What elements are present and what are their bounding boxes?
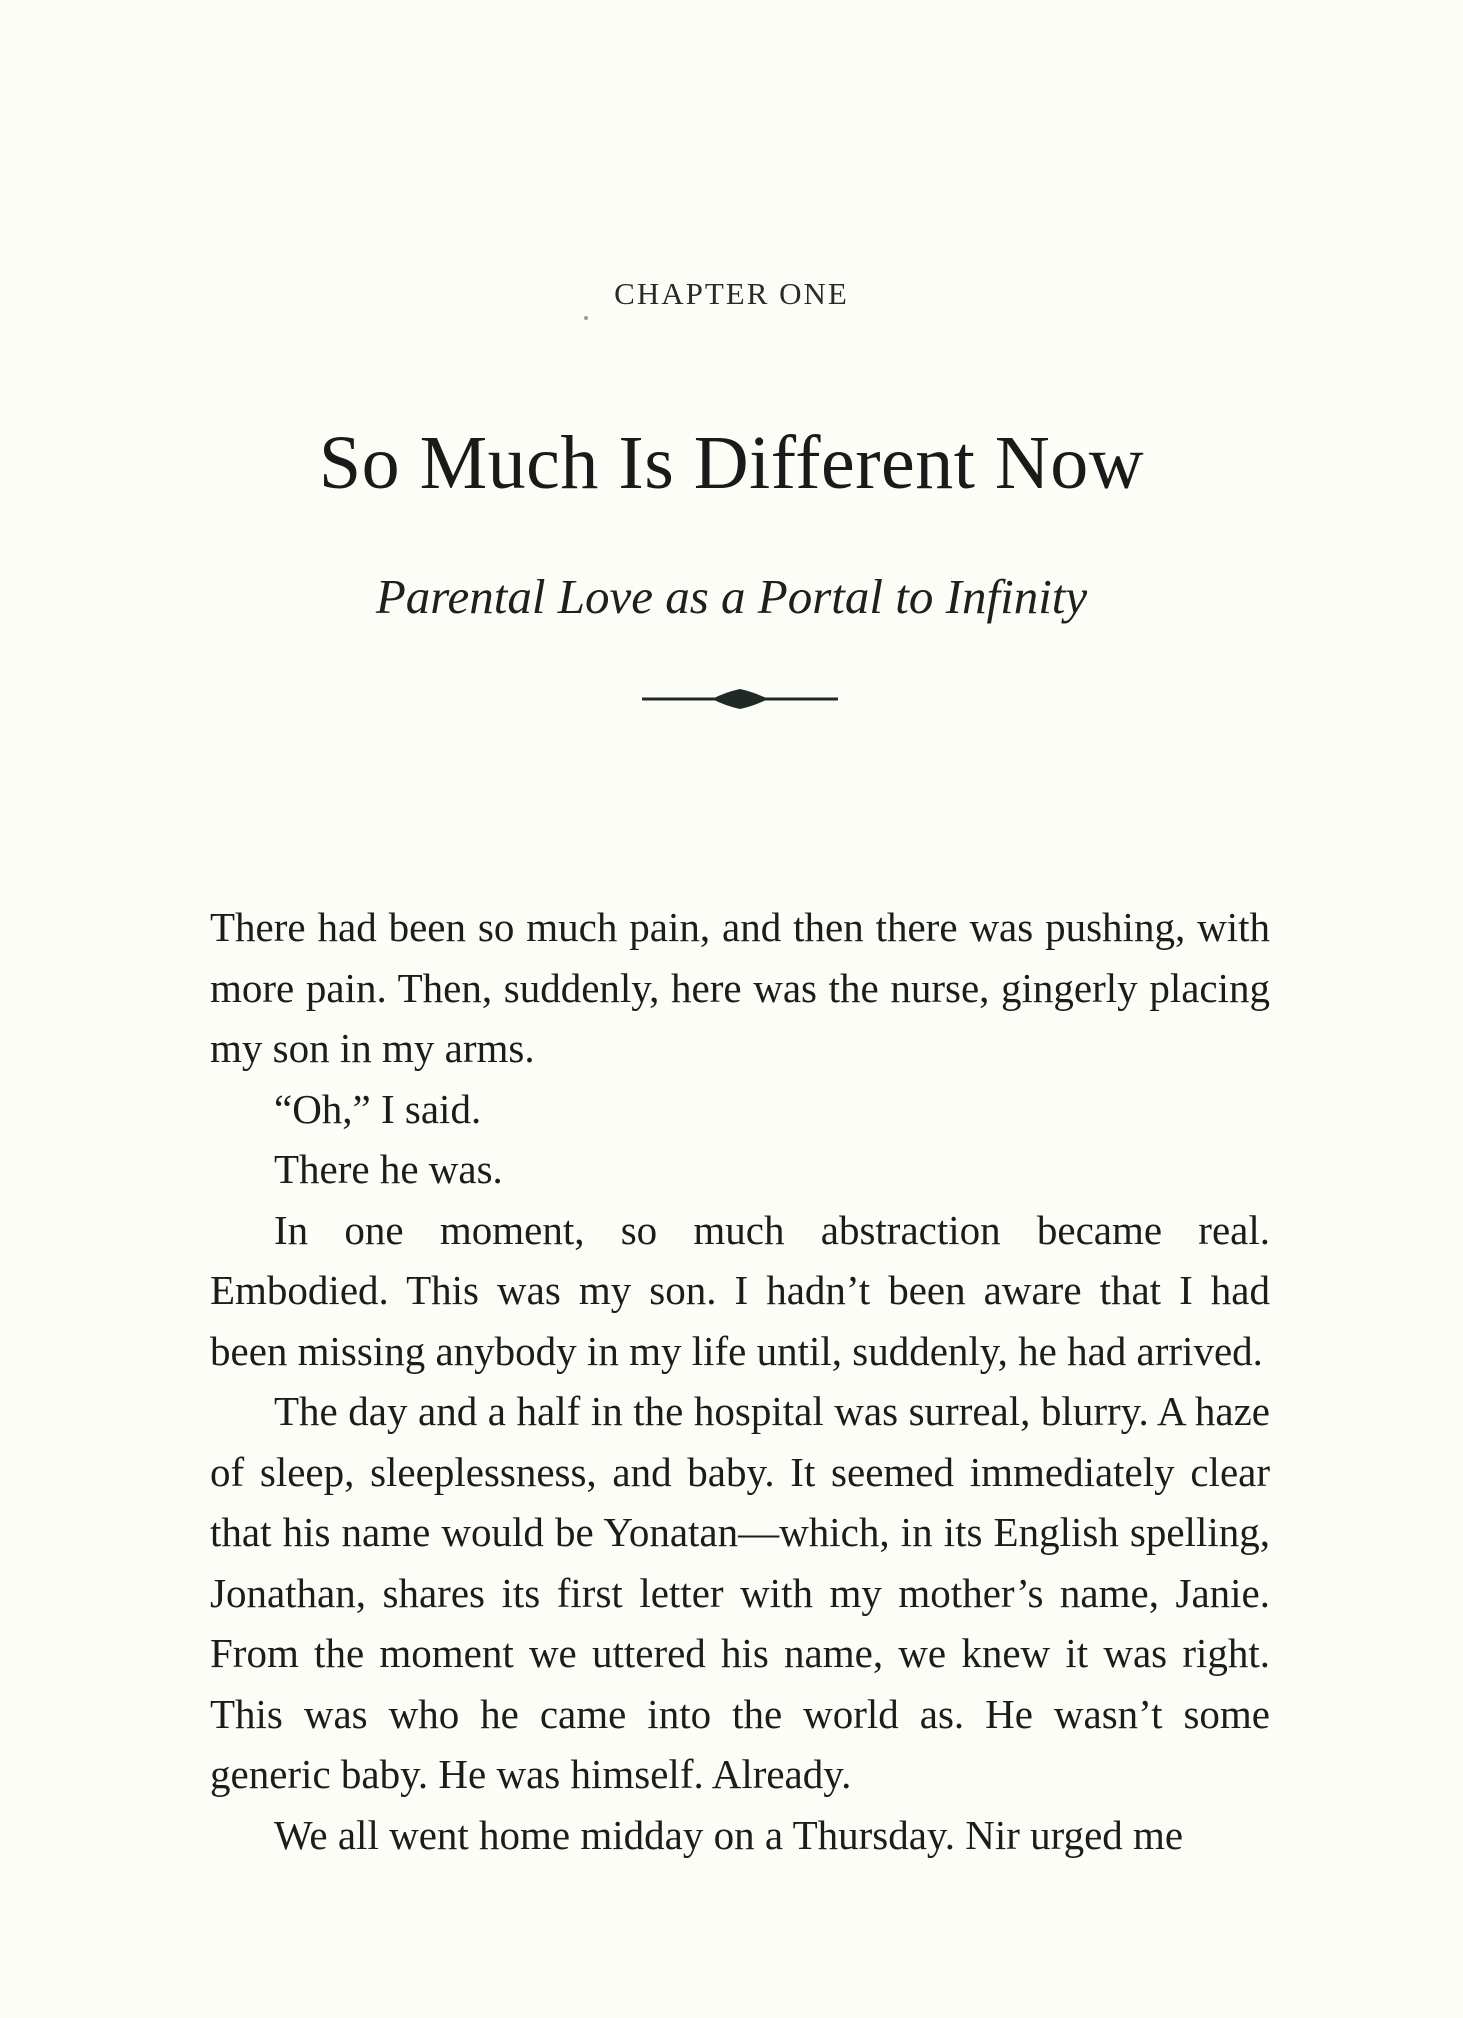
paragraph-2: “Oh,” I said. bbox=[274, 1085, 482, 1132]
stray-mark bbox=[584, 316, 588, 320]
paragraph-6: We all went home midday on a Thursday. Nir urged me bbox=[274, 1811, 1184, 1858]
paragraph-4: In one moment, so much abstraction became real. Embodied. This was my son. I hadn’t been aware that I had been missing anybody in my life until, suddenly, he had arrived. bbox=[210, 1206, 1270, 1374]
chapter-body bbox=[210, 897, 1270, 1865]
chapter-subtitle: Parental Love as a Portal to Infinity bbox=[375, 569, 1088, 624]
diamond-rule-ornament-icon bbox=[642, 687, 838, 711]
chapter-title: So Much Is Different Now bbox=[318, 421, 1145, 505]
paragraph-5: The day and a half in the hospital was surreal, blurry. A haze of sleep, sleeplessness, and baby. It seemed immediately clear that his name would be Yonatan—which, in its English spelling, Jonathan, shares its first letter with my mother’s name, Janie. From the moment we uttered his name, we knew it was right. This was who he came into the world as. He wasn’t some generic baby. He was himself. Already. bbox=[210, 1388, 1270, 1797]
chapter-label: CHAPTER ONE bbox=[614, 276, 849, 311]
paragraph-1: There had been so much pain, and then there was pushing, with more pain. Then, suddenly, here was the nurse, gingerly placing my son in my arms. bbox=[210, 904, 1270, 1071]
paragraph-3: There he was. bbox=[274, 1146, 503, 1192]
